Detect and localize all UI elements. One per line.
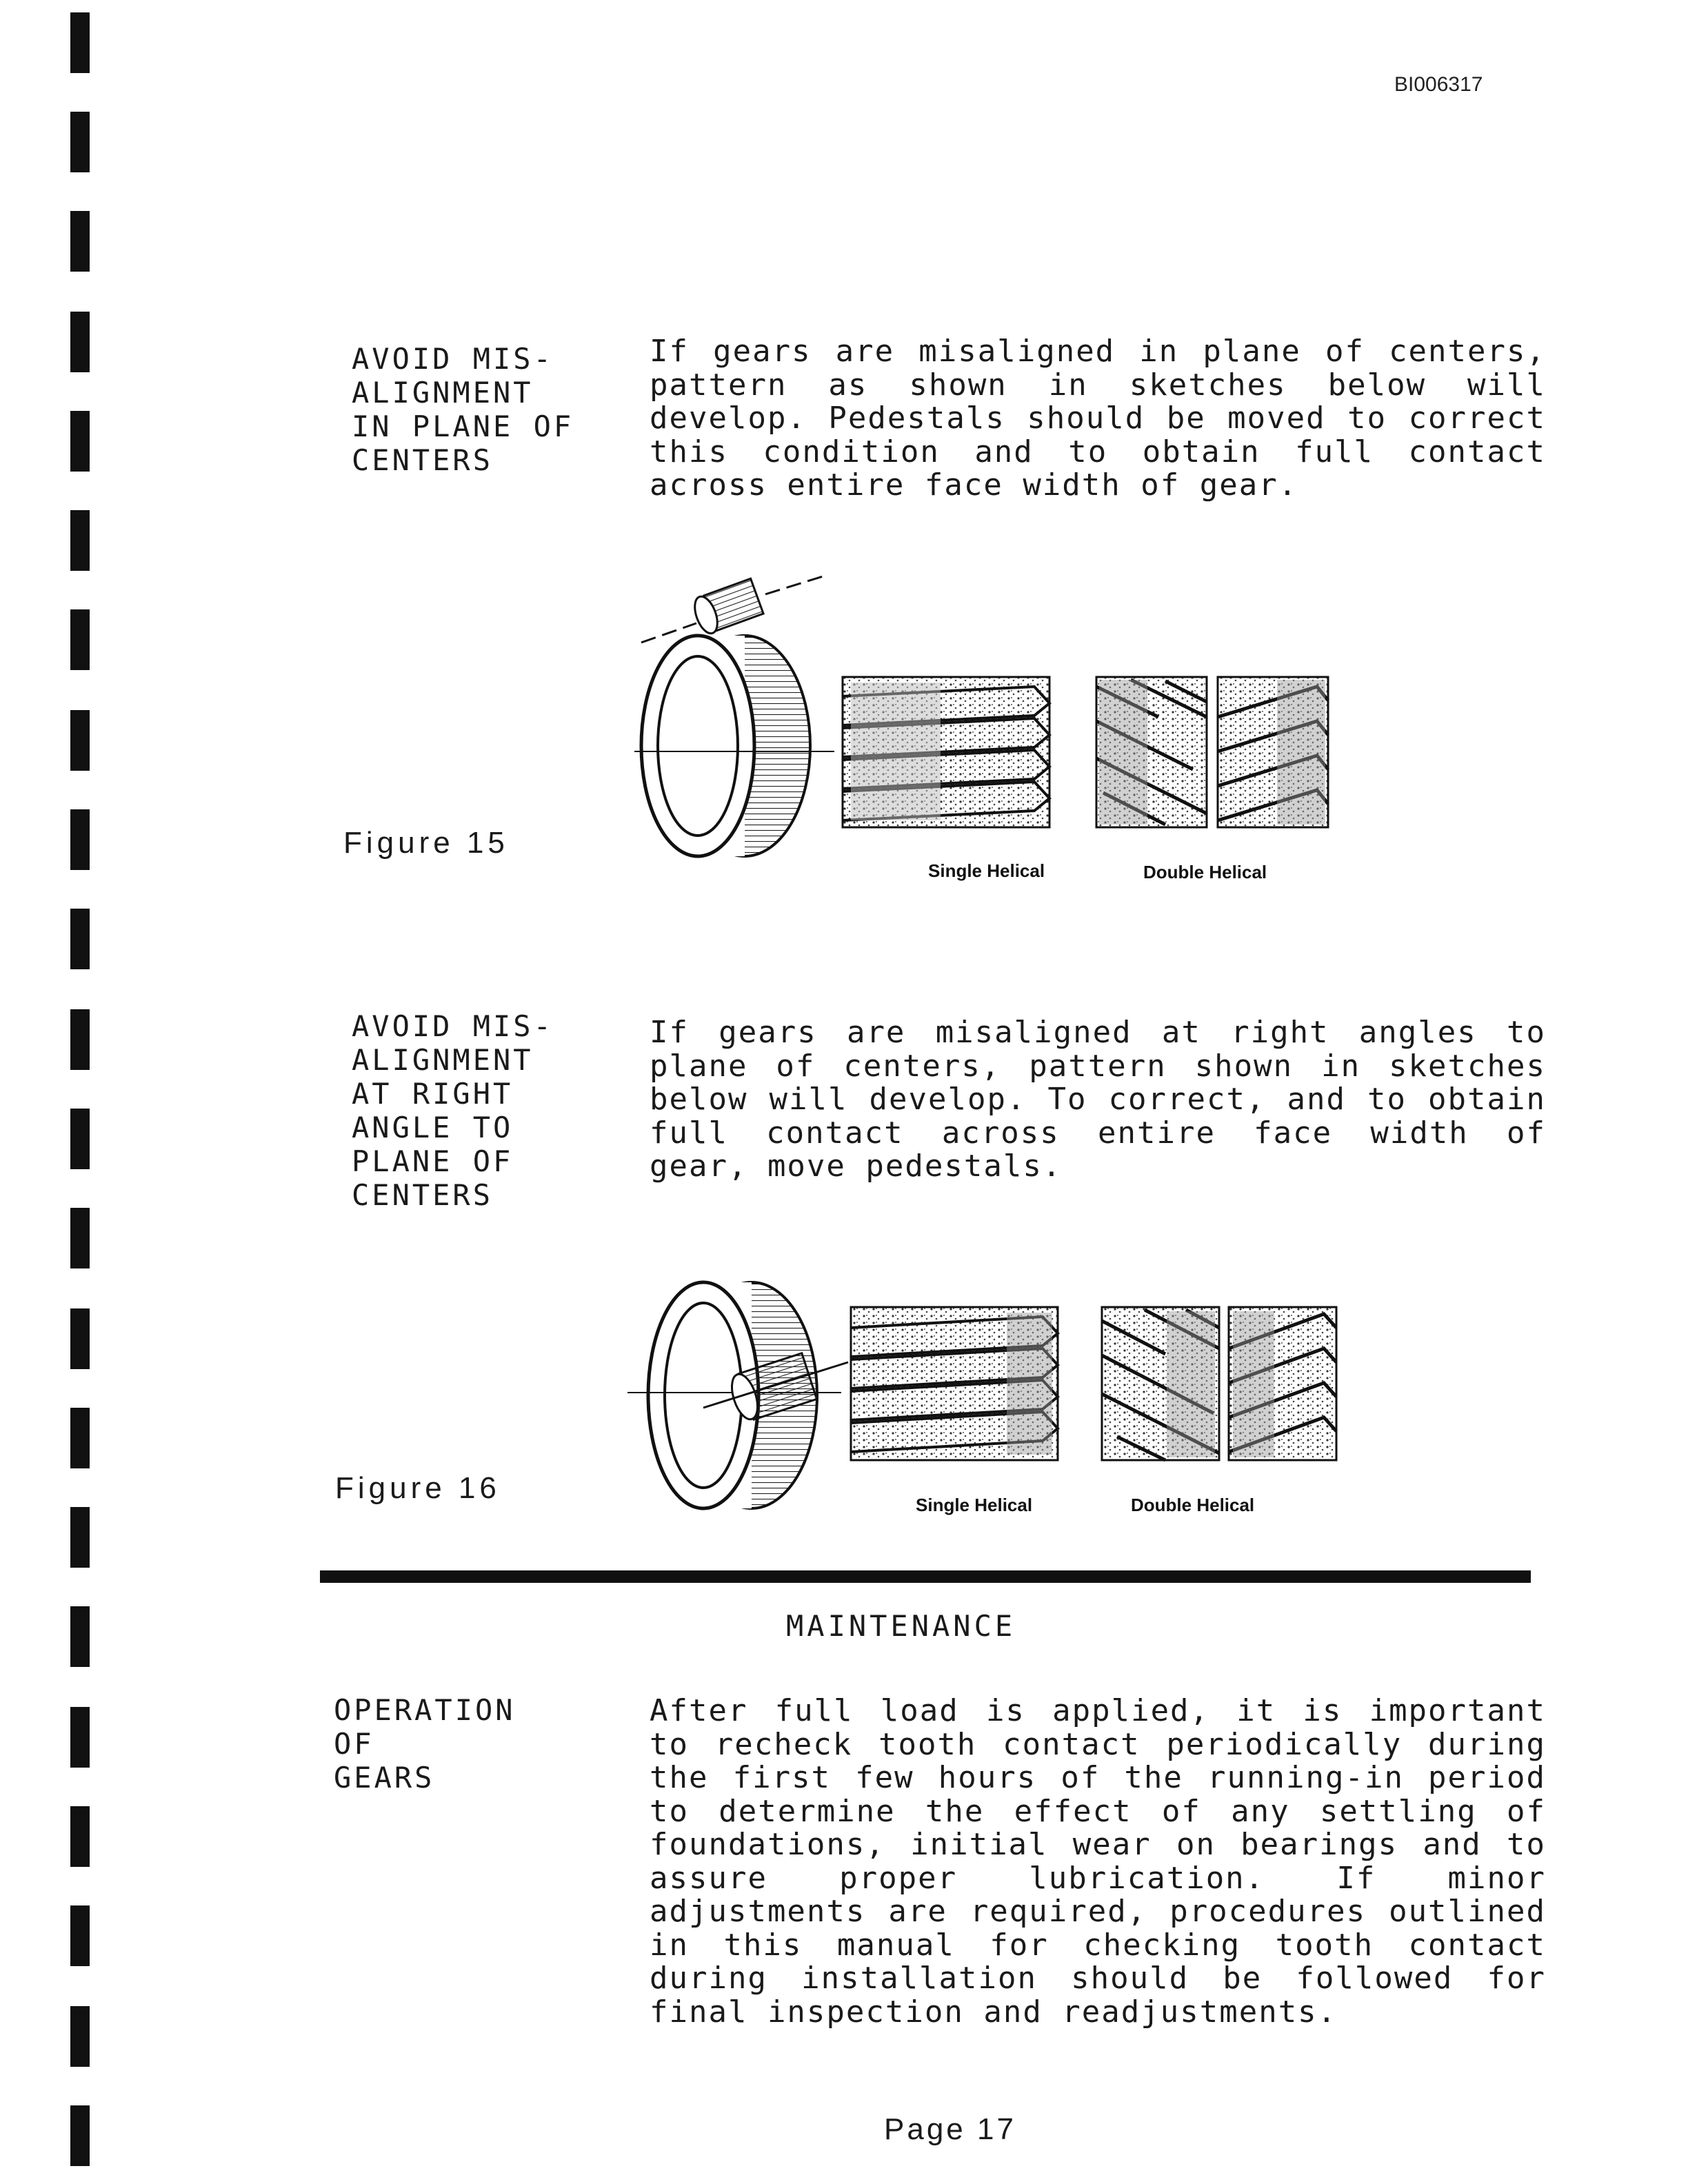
figure-16-caption-double-helical: Double Helical	[1131, 1495, 1255, 1515]
figure-15-illustration	[621, 565, 1379, 869]
maintenance-title: MAINTENANCE	[786, 1609, 1016, 1643]
binding-holes	[70, 0, 91, 2184]
gear-ring-icon	[634, 575, 834, 856]
pinion-icon	[641, 575, 827, 643]
single-helical-tooth-pattern	[851, 1307, 1058, 1460]
document-id: BI006317	[1394, 73, 1483, 96]
page-number: Page 17	[884, 2112, 1016, 2146]
figure-15-caption-double-helical: Double Helical	[1143, 862, 1267, 882]
figure-16-caption-single-helical: Single Helical	[916, 1495, 1033, 1515]
paragraph-right-angle: If gears are misaligned at right angles to plane of centers, pattern shown in sketches below will develop. To correct, and to obtain full contact across entire face width of gear, move pedestals.	[650, 1015, 1546, 1184]
figure-16-label: Figure 16	[335, 1471, 501, 1505]
double-helical-tooth-pattern	[1102, 1307, 1336, 1460]
single-helical-tooth-pattern	[843, 677, 1049, 827]
side-heading-operation-of-gears: OPERATION OF GEARS	[334, 1693, 516, 1794]
figure-15-caption-single-helical: Single Helical	[928, 860, 1045, 881]
section-divider	[320, 1570, 1531, 1583]
gear-ring-icon	[627, 1282, 848, 1508]
paragraph-operation-of-gears: After full load is applied, it is important to recheck tooth contact periodically during the first few hours of the running-in period to determine the effect of any settling of foundations, initial wear on bearings and to assure proper lubrication. If minor adjustments are required, procedures outlined in this manual for checking tooth contact during installation should be followed for final inspection and readjustments.	[650, 1693, 1546, 2030]
figure-16-illustration	[621, 1273, 1379, 1521]
paragraph-plane-of-centers: If gears are misaligned in plane of centers, pattern as shown in sketches below will develop. Pedestals should be moved to correct this condition and to obtain full contact across entire face width of gear.	[650, 334, 1546, 503]
side-heading-plane-of-centers: AVOID MIS- ALIGNMENT IN PLANE OF CENTERS	[352, 342, 574, 477]
figure-15-label: Figure 15	[343, 826, 509, 860]
side-heading-right-angle: AVOID MIS- ALIGNMENT AT RIGHT ANGLE TO PLANE OF CENTERS	[352, 1009, 554, 1212]
double-helical-tooth-pattern	[1096, 677, 1328, 827]
